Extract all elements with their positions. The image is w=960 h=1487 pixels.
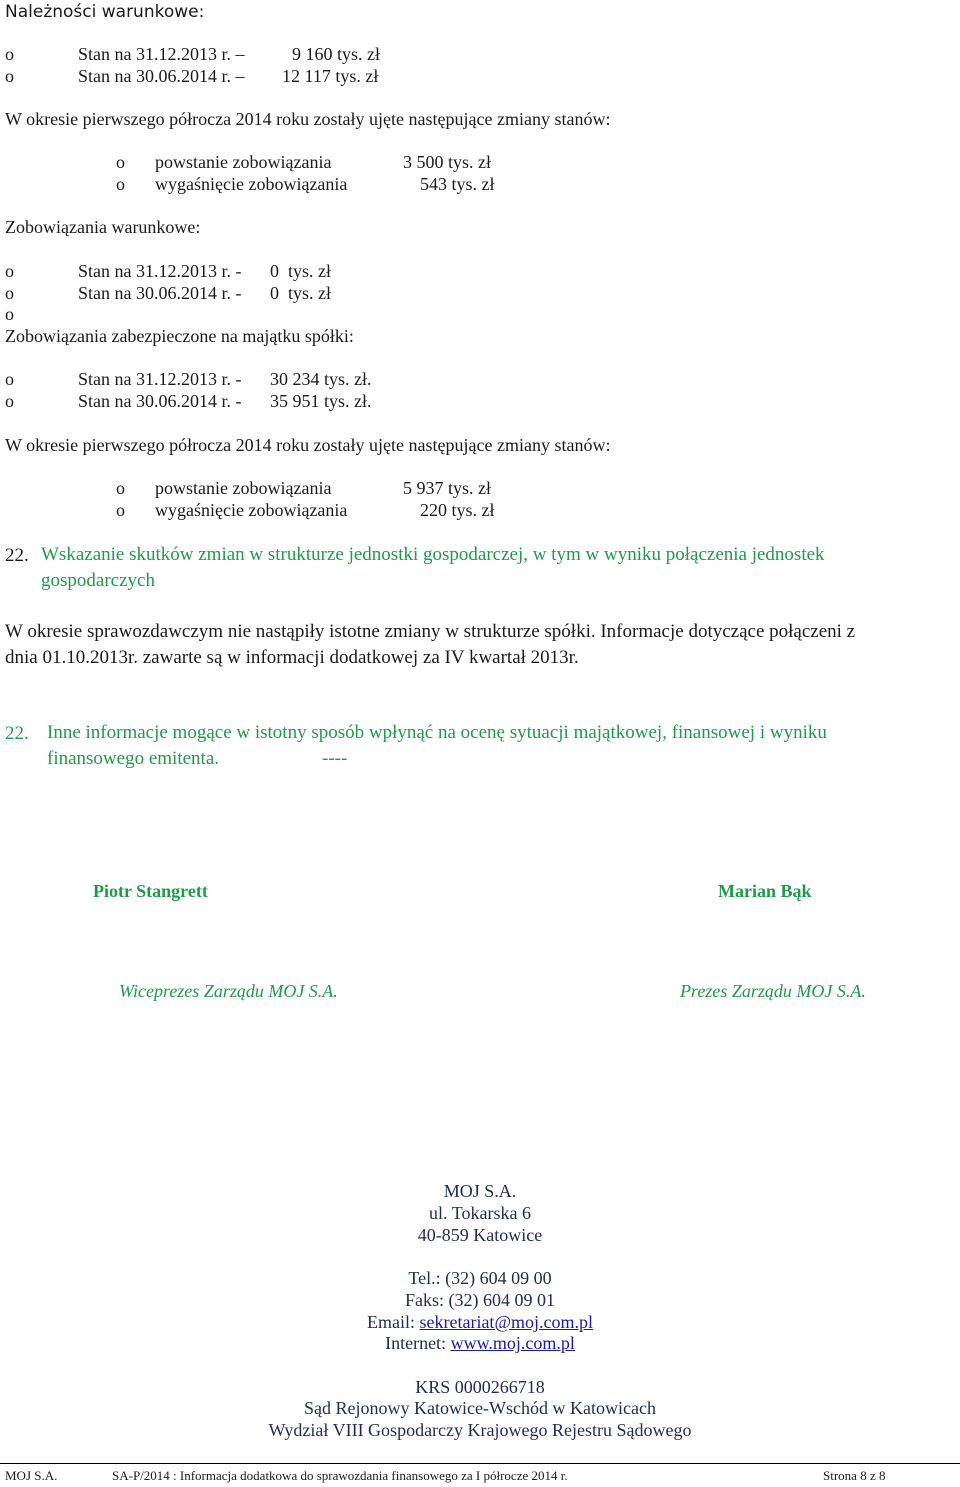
company-email-row: [0, 1312, 960, 1333]
receivables-item-label: Stan na 30.06.2014 r. –: [78, 66, 245, 86]
internet-link[interactable]: www.moj.com.pl: [450, 1333, 575, 1353]
secured-heading: Zobowiązania zabezpieczone na majątku spółki:: [5, 326, 354, 346]
secured-item-label: Stan na 31.12.2013 r. -: [78, 369, 242, 389]
secured-item-value: 35 951 tys. zł.: [270, 391, 372, 411]
signatory-role: Prezes Zarządu MOJ S.A.: [680, 981, 866, 1001]
receivables-item-value: 12 117 tys. zł: [282, 66, 379, 86]
company-name: MOJ S.A.: [443, 1181, 517, 1201]
bullet: o: [5, 261, 14, 281]
signatory-name: Piotr Stangrett: [93, 881, 208, 901]
section-dashes: ----: [322, 748, 348, 769]
liabilities-item-value: 0 tys. zł: [270, 283, 331, 303]
receivables-item-label: Stan na 31.12.2013 r. –: [78, 44, 245, 64]
section-title: Inne informacje mogące w istotny sposób wpłynąć na ocenę sytuacji majątkowej, finansowej i wyniku: [47, 722, 827, 743]
company-fax: Faks: (32) 604 09 01: [405, 1290, 555, 1310]
signatory-name: Marian Bąk: [718, 881, 812, 901]
bullet: o: [116, 174, 125, 194]
change-label: powstanie zobowiązania: [155, 152, 332, 172]
changes-intro: W okresie pierwszego półrocza 2014 roku zostały ujęte następujące zmiany stanów:: [5, 435, 611, 455]
liabilities-item-label: Stan na 30.06.2014 r. -: [78, 283, 242, 303]
bullet: o: [116, 152, 125, 172]
company-internet-row: [0, 1333, 960, 1354]
change-value: 5 937 tys. zł: [403, 478, 491, 498]
receivables-heading: Należności warunkowe:: [5, 2, 205, 22]
change-label: wygaśnięcie zobowiązania: [155, 500, 348, 520]
bullet: o: [5, 283, 14, 303]
section-body: W okresie sprawozdawczym nie nastąpiły istotne zmiany w strukturze spółki. Informacje dotyczące połączeni z: [5, 621, 856, 642]
change-label: wygaśnięcie zobowiązania: [155, 174, 348, 194]
company-street: ul. Tokarska 6: [429, 1203, 531, 1223]
company-division: Wydział VIII Gospodarczy Krajowego Rejestru Sądowego: [268, 1420, 692, 1440]
bullet: o: [5, 369, 14, 389]
bullet: o: [5, 44, 14, 64]
section-body-cont: dnia 01.10.2013r. zawarte są w informacji dodatkowej za IV kwartał 2013r.: [5, 647, 579, 668]
signatory-role: Wiceprezes Zarządu MOJ S.A.: [119, 981, 338, 1001]
section-title-cont: gospodarczych: [41, 570, 155, 591]
email-link[interactable]: sekretariat@moj.com.pl: [419, 1312, 594, 1332]
bullet: o: [5, 66, 14, 86]
bullet: o: [5, 391, 14, 411]
company-tel: Tel.: (32) 604 09 00: [408, 1268, 552, 1288]
company-city: 40-859 Katowice: [417, 1225, 543, 1245]
internet-label: Internet:: [385, 1333, 447, 1353]
section-title: Wskazanie skutków zmian w strukturze jednostki gospodarczej, w tym w wyniku połączenia jednostek: [41, 544, 825, 565]
change-value: 3 500 tys. zł: [403, 152, 491, 172]
bullet: o: [116, 478, 125, 498]
change-label: powstanie zobowiązania: [155, 478, 332, 498]
footer-page-number: Strona 8 z 8: [823, 1468, 886, 1483]
bullet: o: [5, 304, 14, 324]
section-title-cont: finansowego emitenta.: [47, 748, 220, 769]
changes-intro: W okresie pierwszego półrocza 2014 roku zostały ujęte następujące zmiany stanów:: [5, 109, 611, 129]
company-krs: KRS 0000266718: [415, 1377, 545, 1397]
liabilities-heading: Zobowiązania warunkowe:: [5, 217, 201, 237]
liabilities-item-label: Stan na 31.12.2013 r. -: [78, 261, 242, 281]
change-value: 543 tys. zł: [420, 174, 495, 194]
change-value: 220 tys. zł: [420, 500, 495, 520]
footer-center: SA-P/2014 : Informacja dodatkowa do sprawozdania finansowego za I półrocze 2014 r.: [112, 1468, 568, 1483]
footer-divider: [0, 1463, 960, 1464]
company-court: Sąd Rejonowy Katowice-Wschód w Katowicach: [304, 1398, 656, 1418]
section-number: 22.: [5, 723, 29, 744]
email-label: Email:: [366, 1312, 415, 1332]
receivables-item-value: 9 160 tys. zł: [292, 44, 380, 64]
section-number: 22.: [5, 545, 29, 566]
bullet: o: [116, 500, 125, 520]
footer-left: MOJ S.A.: [5, 1468, 58, 1483]
secured-item-value: 30 234 tys. zł.: [270, 369, 372, 389]
liabilities-item-value: 0 tys. zł: [270, 261, 331, 281]
secured-item-label: Stan na 30.06.2014 r. -: [78, 391, 242, 411]
